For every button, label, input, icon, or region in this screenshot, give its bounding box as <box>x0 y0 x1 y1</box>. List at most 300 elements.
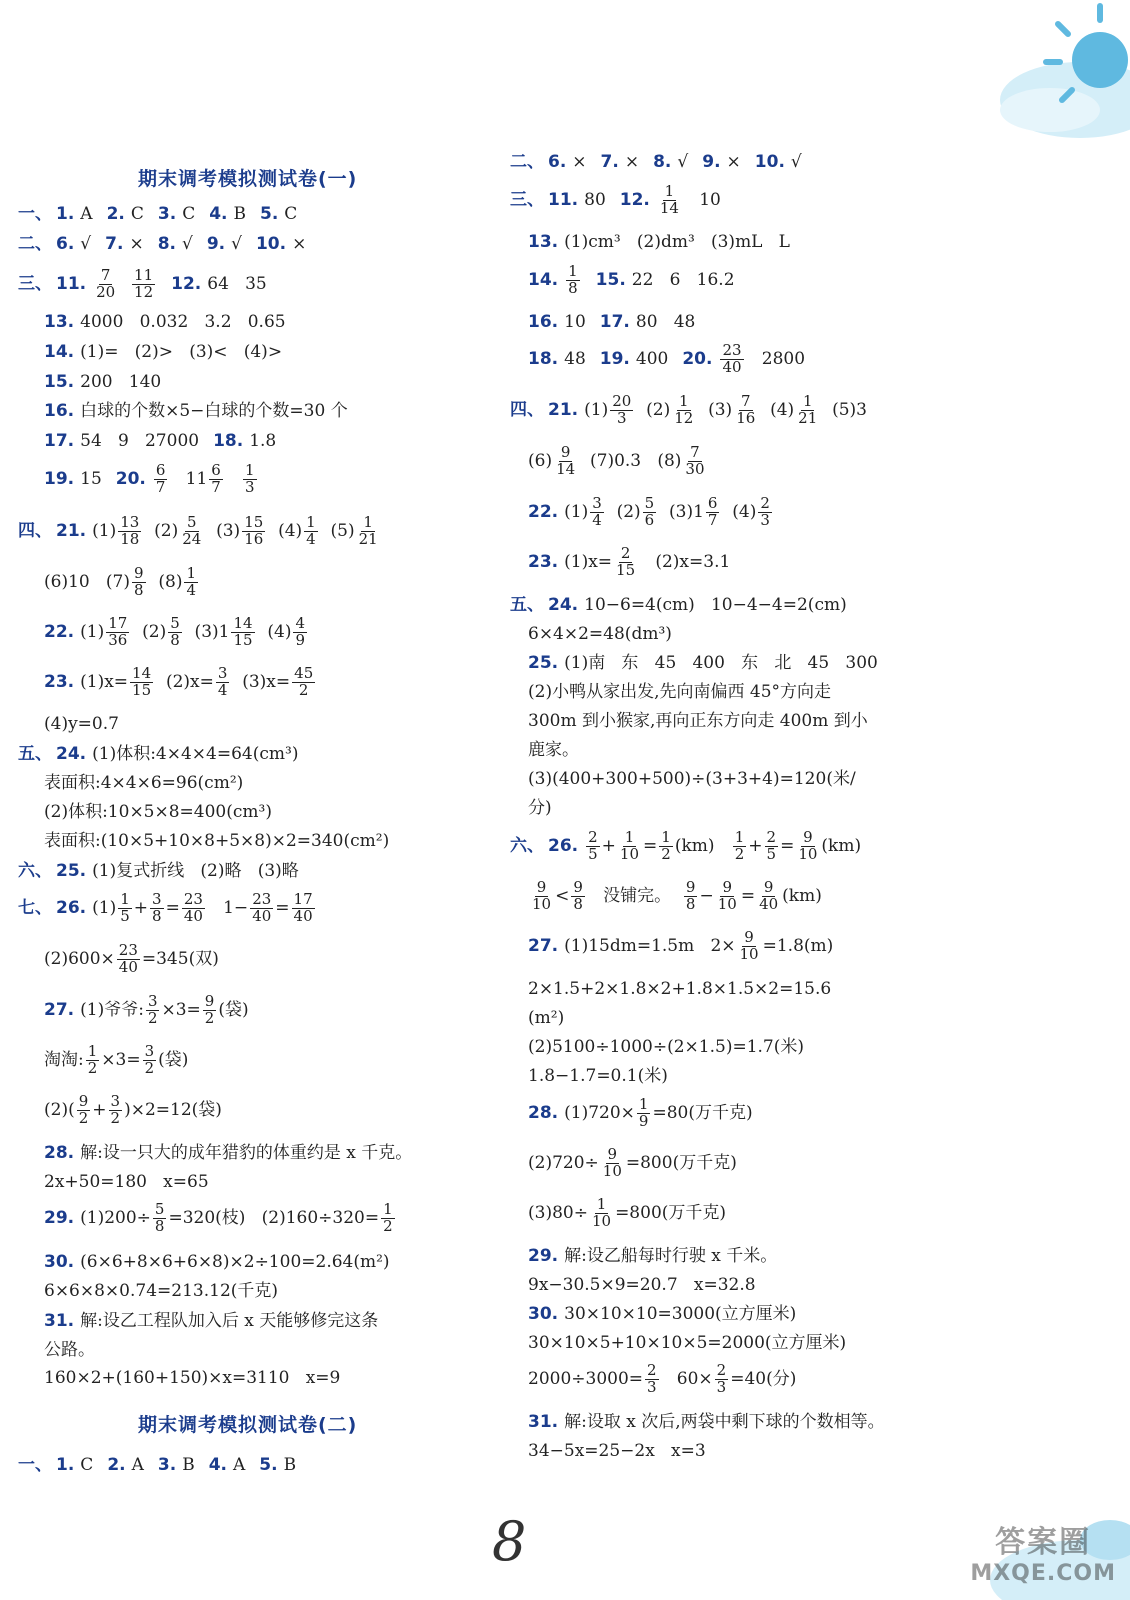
fraction <box>590 496 604 529</box>
answer-row <box>510 830 875 863</box>
question-answer <box>44 666 317 699</box>
answer-text: (2) <box>635 399 671 420</box>
answer-text: (3)1 <box>183 621 230 642</box>
answer-text: B <box>182 1455 195 1475</box>
question-answer <box>44 312 286 333</box>
answer-text: 300m 到小猴家,再向正东方向走 400m 到小 <box>528 711 868 731</box>
answer-text: 10 <box>682 189 721 210</box>
fraction <box>738 930 761 963</box>
question-answer <box>528 624 672 645</box>
question-number: 29. <box>44 1207 75 1228</box>
fraction-denominator: 8 <box>685 894 696 913</box>
fraction-numerator: 1 <box>802 392 813 410</box>
answer-row <box>44 401 362 422</box>
answer-text: 400 <box>635 348 669 369</box>
answer-text: (1)南 东 45 400 东 北 45 300 <box>564 653 878 673</box>
fraction <box>684 880 698 913</box>
answer-row <box>528 445 723 478</box>
fraction-denominator: 8 <box>134 580 144 599</box>
fraction-numerator: 23 <box>722 341 742 359</box>
fraction <box>757 880 780 913</box>
fraction-denominator: 4 <box>306 529 316 548</box>
question-number: 16. <box>44 401 75 421</box>
fraction <box>765 830 779 863</box>
question-answer <box>213 431 276 452</box>
fraction-numerator: 1 <box>87 1042 98 1060</box>
answer-row <box>528 624 686 645</box>
question-answer <box>44 1281 278 1302</box>
fraction <box>720 343 743 376</box>
fraction-numerator: 6 <box>707 494 718 512</box>
fraction-numerator: 5 <box>170 614 180 632</box>
fraction-numerator: 23 <box>118 941 138 959</box>
answer-row <box>528 1333 860 1354</box>
question-number: 15. <box>595 269 626 290</box>
question-answer <box>44 714 119 735</box>
question-number: 12. <box>619 189 650 210</box>
question-answer <box>44 372 161 393</box>
fraction-numerator: 5 <box>154 1200 165 1218</box>
fraction-numerator: 17 <box>108 614 128 632</box>
answer-text: 1.8−1.7=0.1(米) <box>528 1066 668 1086</box>
fraction <box>796 830 819 863</box>
answer-text: 分) <box>528 798 552 818</box>
fraction-denominator: 12 <box>674 408 694 427</box>
question-answer <box>44 401 348 422</box>
fraction-numerator: 7 <box>690 443 700 461</box>
fraction-numerator: 9 <box>204 992 215 1010</box>
answer-text: (3) <box>697 399 733 420</box>
answer-text: 11 <box>169 468 208 489</box>
answer-row <box>44 342 296 363</box>
fraction <box>618 830 641 863</box>
fraction-numerator: 9 <box>134 564 144 582</box>
fraction-denominator: 2 <box>110 1108 121 1127</box>
fraction <box>242 515 265 548</box>
answer-text: 公路。 <box>44 1340 95 1360</box>
fraction-denominator: 40 <box>183 906 203 925</box>
question-answer <box>548 152 587 173</box>
answer-row <box>18 204 311 225</box>
question-number: 7. <box>600 152 619 172</box>
question-number: 9. <box>702 152 721 172</box>
question-number: 26. <box>548 835 579 856</box>
fraction-denominator: 5 <box>588 844 598 863</box>
answer-text: 6×6×8×0.74=213.12(千克) <box>44 1281 279 1301</box>
answer-row <box>528 682 845 703</box>
answer-text: (3)x= <box>231 671 291 692</box>
answer-text: (袋) <box>218 999 249 1020</box>
fraction-numerator: 3 <box>144 1042 155 1060</box>
question-answer <box>44 1143 412 1164</box>
answer-text: 54 9 27000 <box>80 431 200 451</box>
fraction-numerator: 4 <box>295 614 305 632</box>
answer-text: = <box>740 885 756 906</box>
question-number: 7. <box>105 234 124 254</box>
fraction-numerator: 5 <box>186 513 197 531</box>
answer-row <box>528 1147 751 1180</box>
fraction <box>132 268 155 301</box>
fraction-denominator: 16 <box>736 408 756 427</box>
question-number: 13. <box>528 232 559 252</box>
fraction-numerator: 45 <box>294 664 314 682</box>
answer-text: 1.8 <box>249 431 277 451</box>
answer-text: = <box>780 835 795 856</box>
answer-text: = <box>275 897 290 918</box>
fraction-numerator: 2 <box>620 544 631 562</box>
fraction <box>143 1044 157 1077</box>
fraction-numerator: 9 <box>560 443 571 461</box>
fraction-denominator: 2 <box>661 844 671 863</box>
question-answer <box>207 234 242 255</box>
question-answer <box>528 979 831 1000</box>
answer-text: √ <box>677 152 689 172</box>
question-number: 30. <box>44 1252 75 1272</box>
question-number: 27. <box>528 935 559 956</box>
fraction-denominator: 10 <box>717 894 737 913</box>
fraction-denominator: 24 <box>182 529 202 548</box>
answer-row <box>44 1172 223 1193</box>
question-answer <box>528 653 878 674</box>
question-answer <box>171 274 267 295</box>
fraction-denominator: 2 <box>298 680 309 699</box>
answer-row <box>528 496 788 529</box>
question-number: 6. <box>548 152 567 172</box>
answer-text: √ <box>181 234 193 254</box>
question-number: 20. <box>682 348 713 369</box>
answer-text <box>225 469 241 490</box>
answer-text: < <box>555 885 570 906</box>
question-answer <box>528 798 552 819</box>
answer-row <box>510 595 861 616</box>
fraction-denominator: 7 <box>155 477 166 496</box>
answer-text: − <box>699 885 714 906</box>
answer-text: 2800 <box>745 348 806 369</box>
question-number: 5. <box>259 1455 278 1475</box>
fraction-denominator: 2 <box>144 1058 155 1077</box>
question-number: 29. <box>528 1246 559 1266</box>
answer-row <box>528 1441 720 1462</box>
section-label: 五、 <box>18 744 52 764</box>
question-number: 2. <box>106 204 125 224</box>
fraction-numerator: 9 <box>763 878 774 896</box>
answer-text: 64 35 <box>207 273 267 294</box>
answer-row <box>44 463 273 496</box>
question-number: 8. <box>653 152 672 172</box>
fraction-numerator: 3 <box>110 1092 121 1110</box>
answer-text: (4) <box>267 520 303 541</box>
fraction <box>293 616 307 649</box>
fraction-numerator: 1 <box>383 1200 393 1218</box>
fraction-numerator: 6 <box>211 461 221 479</box>
question-answer <box>528 1037 804 1058</box>
answer-row <box>528 343 819 376</box>
fraction <box>250 892 273 925</box>
question-answer <box>209 204 246 225</box>
watermark-line-2: MXQE.COM <box>970 1561 1116 1586</box>
fraction <box>571 880 585 913</box>
question-number: 11. <box>56 273 87 294</box>
fraction-denominator: 16 <box>244 529 264 548</box>
question-answer <box>105 234 144 255</box>
fraction-denominator: 10 <box>619 844 640 863</box>
answer-text: = <box>165 897 180 918</box>
answer-text: (2)720÷ <box>528 1152 599 1173</box>
section-label: 四、 <box>510 399 544 420</box>
fraction <box>645 1363 659 1396</box>
answer-row <box>528 1097 767 1130</box>
answer-row <box>528 1304 810 1325</box>
watermark-line-1: 答案圈 <box>995 1525 1092 1560</box>
question-number: 1. <box>56 1455 75 1475</box>
answer-text: 表面积:(10×5+10×8+5×8)×2=340(cm²) <box>44 831 390 851</box>
fraction <box>86 1044 100 1077</box>
fraction <box>715 1363 729 1396</box>
section-label: 二、 <box>18 234 52 254</box>
question-answer <box>56 268 157 301</box>
answer-row <box>528 1008 578 1029</box>
fraction <box>706 496 720 529</box>
question-answer <box>158 204 195 225</box>
answer-text: 淘淘: <box>44 1049 84 1070</box>
question-answer <box>600 349 669 370</box>
question-answer <box>596 270 735 291</box>
question-answer <box>548 830 861 863</box>
section-title-2: 期末调考模拟测试卷(二) <box>138 1414 358 1436</box>
answer-text: 10 <box>564 312 586 332</box>
question-number: 3. <box>157 204 177 224</box>
question-number: 12. <box>171 273 202 294</box>
question-answer <box>44 342 282 363</box>
question-answer <box>528 1147 737 1180</box>
question-number: 2. <box>107 1455 126 1475</box>
question-answer <box>44 616 309 649</box>
answer-text: C <box>130 204 144 224</box>
question-answer <box>548 394 867 427</box>
answer-text: √ <box>80 234 92 254</box>
answer-text: =800(万千克) <box>615 1202 727 1223</box>
fraction-numerator: 20 <box>612 392 632 410</box>
fraction <box>154 463 168 496</box>
answer-row <box>18 892 331 925</box>
fraction <box>231 616 254 649</box>
answer-text: (2)体积:10×5×8=400(cm³) <box>44 802 272 822</box>
fraction <box>180 515 203 548</box>
answer-row <box>44 1094 236 1127</box>
answer-text: (6)10 (7) <box>44 571 131 592</box>
answer-row <box>528 653 892 674</box>
answer-text: 解:设乙船每时行驶 x 千米。 <box>564 1246 778 1266</box>
fraction-denominator: 5 <box>766 844 777 863</box>
answer-text: 22 6 16.2 <box>631 269 735 290</box>
fraction-denominator: 2 <box>78 1108 89 1127</box>
section-label: 二、 <box>510 152 544 172</box>
fraction-numerator: 23 <box>183 890 203 908</box>
fraction-numerator: 2 <box>588 828 598 846</box>
answer-row <box>44 1252 404 1273</box>
answer-text: (7)0.3 (8) <box>579 450 682 471</box>
answer-row <box>44 773 257 794</box>
question-number: 4. <box>208 1455 227 1475</box>
question-number: 14. <box>44 342 75 362</box>
answer-row <box>528 312 709 333</box>
answer-text: (2)600× <box>44 948 115 969</box>
question-answer <box>56 744 298 765</box>
answer-text: 表面积:4×4×6=96(cm²) <box>44 773 244 793</box>
answer-row <box>44 312 300 333</box>
question-answer <box>56 892 317 925</box>
answer-text: (2) <box>131 621 167 642</box>
fraction-numerator: 3 <box>152 890 162 908</box>
answer-text: =800(万千克) <box>625 1152 737 1173</box>
answer-text: 80 48 <box>635 312 696 332</box>
answer-row <box>44 994 263 1027</box>
answer-row <box>528 880 836 913</box>
question-number: 17. <box>599 312 630 332</box>
answer-text: C <box>182 204 196 224</box>
answer-text: (2)x=3.1 <box>639 551 731 572</box>
fraction-denominator: 40 <box>722 357 742 376</box>
answer-text: (2)( <box>44 1099 75 1120</box>
answer-text: (2) <box>143 520 179 541</box>
question-number: 4. <box>209 204 228 224</box>
answer-text: (8) <box>147 571 183 592</box>
answer-text: (1)= (2)> (3)< (4)> <box>80 342 283 362</box>
answer-row <box>528 1412 899 1433</box>
answer-text: × <box>292 234 307 254</box>
fraction-denominator: 3 <box>716 1377 727 1396</box>
answer-text: + <box>133 897 149 918</box>
fraction-denominator: 8 <box>170 630 180 649</box>
answer-text: (1)x= <box>80 671 129 692</box>
answer-row <box>44 666 331 699</box>
question-answer <box>528 445 709 478</box>
answer-text: =320(枝) (2)160÷320= <box>168 1207 380 1228</box>
question-answer <box>528 740 579 761</box>
fraction <box>734 394 757 427</box>
question-number: 17. <box>44 431 75 451</box>
fraction <box>182 892 205 925</box>
fraction <box>758 496 772 529</box>
answer-text: A <box>232 1455 246 1475</box>
question-answer <box>44 831 389 852</box>
answer-text: 10−6=4(cm) 10−4−4=2(cm) <box>584 595 847 615</box>
fraction-numerator: 14 <box>233 614 253 632</box>
question-number: 5. <box>260 204 279 224</box>
answer-row <box>510 152 816 173</box>
fraction <box>643 496 657 529</box>
fraction-numerator: 6 <box>155 461 166 479</box>
fraction <box>733 830 747 863</box>
fraction-denominator: 8 <box>573 894 583 913</box>
question-answer <box>653 152 688 173</box>
fraction <box>590 1197 613 1230</box>
answer-text: (2)x= <box>155 671 214 692</box>
question-answer <box>528 546 730 579</box>
fraction-denominator: 21 <box>358 529 378 548</box>
answer-text: (4) <box>721 501 757 522</box>
question-answer <box>528 1097 753 1130</box>
answer-text: 15 <box>80 468 102 489</box>
fraction-denominator: 9 <box>295 630 305 649</box>
question-answer <box>116 463 259 496</box>
question-number: 19. <box>599 348 630 369</box>
fraction-denominator: 6 <box>644 510 655 529</box>
answer-row <box>44 943 233 976</box>
answer-row <box>510 184 735 217</box>
question-number: 23. <box>528 551 559 572</box>
section-label: 三、 <box>18 273 52 294</box>
question-number: 26. <box>56 897 87 918</box>
fraction-numerator: 1 <box>678 392 689 410</box>
question-answer <box>702 152 741 173</box>
question-answer <box>158 234 193 255</box>
fraction-numerator: 1 <box>734 828 745 846</box>
fraction-numerator: 3 <box>147 992 158 1010</box>
fraction <box>716 880 739 913</box>
question-answer <box>528 1304 796 1325</box>
question-answer <box>44 566 200 599</box>
answer-row <box>44 714 133 735</box>
fraction <box>292 666 315 699</box>
answer-text: (m²) <box>528 1008 565 1028</box>
question-answer <box>56 234 91 255</box>
fraction-denominator: 4 <box>186 580 196 599</box>
question-answer <box>44 1311 378 1332</box>
question-answer <box>44 1172 209 1193</box>
answer-row <box>528 1363 810 1396</box>
question-answer <box>44 1094 222 1127</box>
question-number: 31. <box>44 1311 75 1331</box>
question-answer <box>548 595 847 616</box>
fraction-denominator: 40 <box>293 906 313 925</box>
fraction-denominator: 20 <box>96 282 116 301</box>
answer-text: 解:设乙工程队加入后 x 天能够修完这条 <box>80 1311 379 1331</box>
section-label: 七、 <box>18 897 52 918</box>
fraction-numerator: 1 <box>624 828 635 846</box>
fraction <box>132 566 146 599</box>
answer-text: + <box>748 835 763 856</box>
answer-row <box>528 264 749 297</box>
answer-text: 9x−30.5×9=20.7 x=32.8 <box>528 1275 756 1295</box>
answer-row <box>18 268 281 301</box>
section-label: 四、 <box>18 520 52 541</box>
question-number: 30. <box>528 1304 559 1324</box>
fraction <box>203 994 217 1027</box>
fraction <box>130 666 153 699</box>
answer-row <box>44 1311 392 1332</box>
fraction <box>637 1097 651 1130</box>
answer-row <box>44 1044 202 1077</box>
fraction <box>554 445 577 478</box>
fraction-numerator: 9 <box>536 878 547 896</box>
answer-text: + <box>601 835 616 856</box>
question-answer <box>528 496 774 529</box>
answer-row <box>44 616 323 649</box>
fraction-numerator: 1 <box>638 1095 649 1113</box>
answer-text: (3)80÷ <box>528 1202 588 1223</box>
question-answer <box>528 880 822 913</box>
fraction <box>106 616 129 649</box>
question-answer <box>56 204 93 225</box>
answer-text: 60× <box>660 1368 713 1389</box>
section-label: 一、 <box>18 1455 52 1475</box>
fraction-numerator: 2 <box>766 828 777 846</box>
fraction-denominator: 2 <box>147 1008 158 1027</box>
answer-text: (4) <box>256 621 292 642</box>
question-number: 6. <box>56 234 75 254</box>
answer-row <box>44 1202 411 1235</box>
